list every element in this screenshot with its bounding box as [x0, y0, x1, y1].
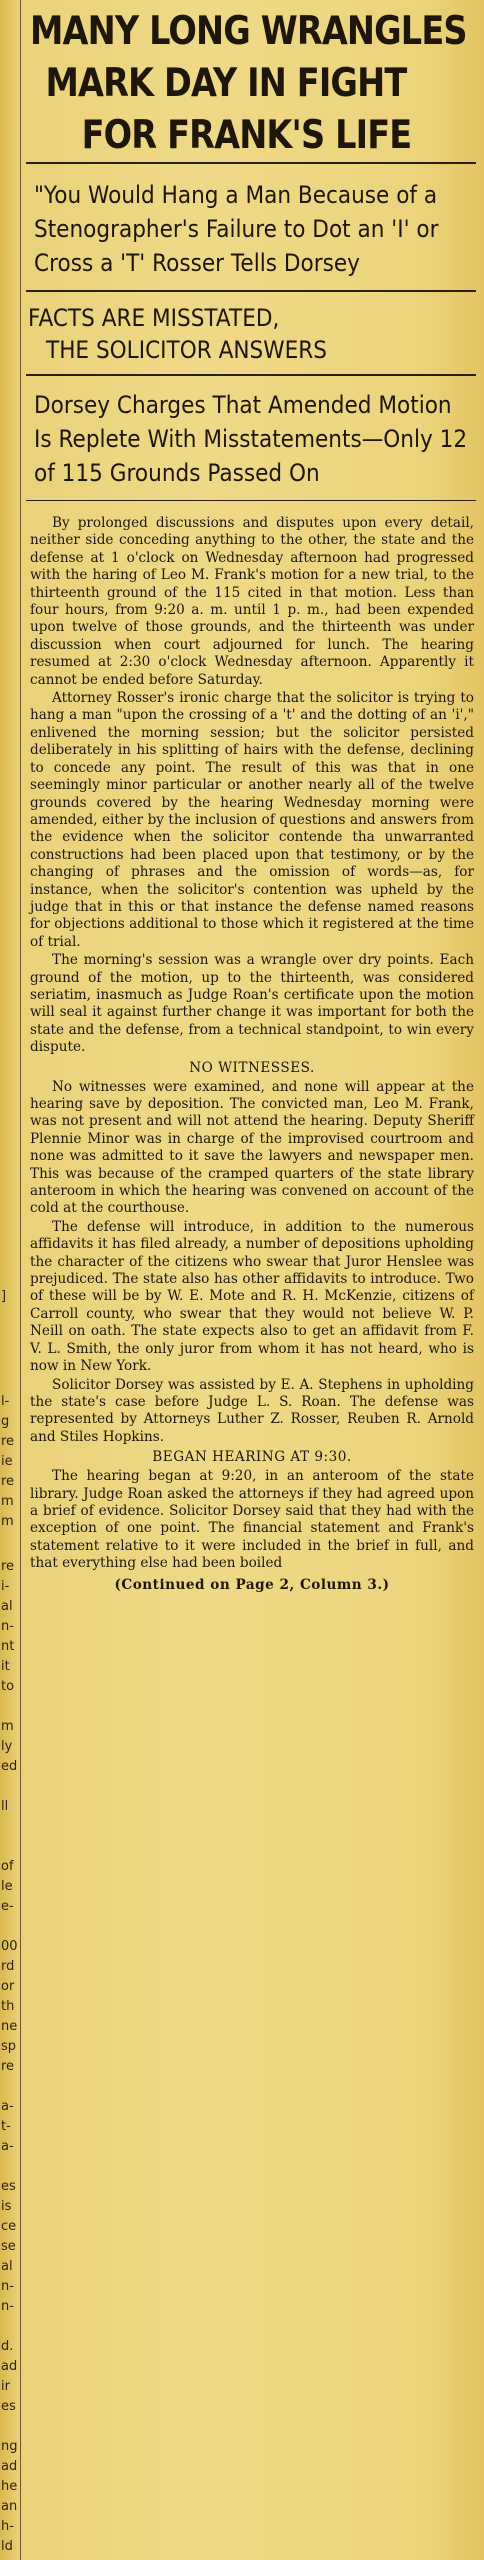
- gutter-fragment: i-: [1, 1579, 10, 1594]
- gutter-fragment: a-: [1, 2099, 14, 2114]
- gutter-fragment: ie: [1, 1454, 13, 1469]
- gutter-fragment: 00: [1, 1939, 18, 1954]
- gutter-fragment: nt: [1, 1639, 15, 1654]
- continuation-note: (Continued on Page 2, Column 3.): [114, 1576, 390, 1593]
- gutter-fragment: l-: [1, 1394, 10, 1409]
- adjacent-column-fragment: [0, 0, 21, 2560]
- gutter-fragment: al: [1, 1599, 13, 1614]
- gutter-fragment: se: [1, 2239, 16, 2254]
- subhead-no-witnesses: NO WITNESSES.: [189, 1059, 315, 1076]
- deck-rule-3: [26, 500, 476, 501]
- gutter-fragment: sp: [1, 2039, 17, 2054]
- gutter-fragment: is: [1, 2199, 12, 2214]
- main-headline: [30, 6, 467, 162]
- paragraph: The defense will introduce, in addition to the numerous affidavits it has filed already, a number of depositions upholding the character of the citizens who swear that Juror Henslee was prejudiced. The state also has other affidavits to introduce. Two of these will be by W. E. Mote and R. H. McKenzie, citizens of Carroll county, who swear that they would not believe W. P. Neill on oath. The state expects also to get an affidavit from F. V. L. Smith, the only juror from whom it has not heard, who is now in New York.: [30, 1218, 474, 1375]
- gutter-fragment: a-: [1, 2139, 14, 2154]
- deck-summary: Dorsey Charges That Amended Motion Is Replete With Misstatements—Only 12 of 115 Grounds Passed On: [34, 391, 468, 487]
- gutter-fragment: th: [1, 1999, 15, 2014]
- deck-caps: [28, 302, 478, 366]
- gutter-fragment: h-: [1, 2519, 14, 2534]
- paragraph: By prolonged discussions and disputes upon every detail, neither side conceding anything to the other, the state and the defense at 1 o'clock on Wednesday afternoon had progressed with the haring of Leo M. Frank's motion for a new trial, to the thirteenth ground of the 115 cited in that motion. Less than four hours, from 9:20 a. m. until 1 p. m., had been expended upon twelve of those grounds, and the thirteenth was under discussion when court adjourned for lunch. The hearing resumed at 2:30 o'clock Wednesday afternoon. Apparently it cannot be ended before Saturday.: [30, 515, 474, 688]
- gutter-fragment: d.: [1, 2339, 14, 2354]
- paragraph: Attorney Rosser's ironic charge that the solicitor is trying to hang a man "upon the crossing of a 't' and the dotting of an 'i'," enlivened the morning session; but the solicitor persisted deliberately in his splitting of hairs with the defense, declining to concede any point. The result of this was that in one seemingly minor particular or another nearly all of the twelve grounds covered by the hearing Wednesday morning were amended, either by the inclusion of questions and answers from the evidence when the solicitor contende tha unwarranted constructions had been placed upon that testimony, or by the changing of phrases and the omission of words—as, for instance, when the solicitor's contention was upheld by the judge that in this or that instance the defense named reasons for objections additional to those which it registered at the time of trial.: [30, 690, 474, 950]
- gutter-fragment: le: [1, 1879, 13, 1894]
- gutter-fragment: ed: [1, 1759, 18, 1774]
- deck-quote: "You Would Hang a Man Because of a Stenographer's Failure to Dot an 'I' or Cross a 'T' Rosser Tells Dorsey: [34, 181, 439, 277]
- deck-rule-1: [26, 290, 476, 292]
- gutter-fragment: ad: [1, 2359, 18, 2374]
- gutter-fragment: es: [1, 2179, 16, 2194]
- gutter-fragment: ly: [1, 1739, 13, 1754]
- gutter-fragment: t-: [1, 2119, 11, 2134]
- paragraph: The morning's session was a wrangle over dry points. Each ground of the motion, up to the thirteenth, was considered seriatim, inasmuch as Judge Roan's certificate upon the motion will seal it against further change it was important for both the state and the defense, from a technical standpoint, to win every dispute.: [30, 952, 474, 1056]
- deck-rule-2: [26, 374, 476, 376]
- gutter-fragment: of: [1, 1859, 14, 1874]
- gutter-fragment: n-: [1, 2299, 14, 2314]
- headline-line-3: FOR FRANK'S LIFE: [81, 113, 412, 158]
- gutter-fragment: it: [1, 1659, 10, 1674]
- gutter-fragment: ng: [1, 2439, 18, 2454]
- gutter-fragment: ll: [1, 1799, 9, 1814]
- gutter-fragment: ne: [1, 2019, 18, 2034]
- gutter-fragment: ld: [1, 2539, 13, 2554]
- gutter-fragment: an: [1, 2499, 18, 2514]
- headline-line-2: MARK DAY IN FIGHT: [45, 61, 407, 106]
- gutter-fragment: re: [1, 1559, 15, 1574]
- gutter-fragment: m: [1, 1514, 14, 1529]
- gutter-fragment: ]: [1, 1289, 7, 1304]
- gutter-fragment: re: [1, 1434, 15, 1449]
- headline-rule: [26, 162, 476, 164]
- gutter-fragment: e-: [1, 1899, 14, 1914]
- gutter-fragment: n-: [1, 1619, 14, 1634]
- article-body: [30, 515, 474, 1594]
- deck-caps-line-2: THE SOLICITOR ANSWERS: [46, 336, 327, 364]
- gutter-fragment: rd: [1, 1959, 15, 1974]
- headline-line-1: MANY LONG WRANGLES: [30, 9, 467, 54]
- gutter-fragment: n-: [1, 2279, 14, 2294]
- subhead-began-hearing: BEGAN HEARING AT 9:30.: [152, 1449, 352, 1466]
- gutter-fragment: ce: [1, 2219, 17, 2234]
- deck-caps-line-1: FACTS ARE MISSTATED,: [28, 304, 280, 332]
- gutter-fragment: ir: [1, 2379, 10, 2394]
- paragraph: No witnesses were examined, and none will appear at the hearing save by deposition. The convicted man, Leo M. Frank, was not present and will not attend the hearing. Deputy Sheriff Plennie Minor was in charge of the improvised courtroom and none was admitted to it save the lawyers and newspaper men. This was because of the cramped quarters of the state library anteroom in which the hearing was convened on account of the cold at the courthouse.: [30, 1078, 474, 1217]
- gutter-fragment: to: [1, 1679, 15, 1694]
- paragraph: The hearing began at 9:20, in an anteroom of the state library. Judge Roan asked the attorneys if they had agreed upon a brief of evidence. Solicitor Dorsey said that they had with the exception of one point. The financial statement and Frank's statement relative to it were included in the brief in full, and that everything else had been boiled: [30, 1468, 474, 1572]
- article-column: [24, 0, 478, 1594]
- gutter-fragment: he: [1, 2479, 18, 2494]
- gutter-fragment: re: [1, 2059, 15, 2074]
- gutter-fragment: ad: [1, 2459, 18, 2474]
- gutter-fragment: m: [1, 1719, 14, 1734]
- gutter-fragment: al: [1, 2259, 13, 2274]
- gutter-fragment: or: [1, 1979, 15, 1994]
- paragraph: Solicitor Dorsey was assisted by E. A. Stephens in upholding the state's case before Judge L. S. Roan. The defense was represented by Attorneys Luther Z. Rosser, Reuben R. Arnold and Stiles Hopkins.: [30, 1376, 474, 1445]
- gutter-fragment: g: [1, 1414, 10, 1429]
- gutter-fragment: es: [1, 2399, 16, 2414]
- gutter-fragment: re: [1, 1474, 15, 1489]
- gutter-fragment: m: [1, 1494, 14, 1509]
